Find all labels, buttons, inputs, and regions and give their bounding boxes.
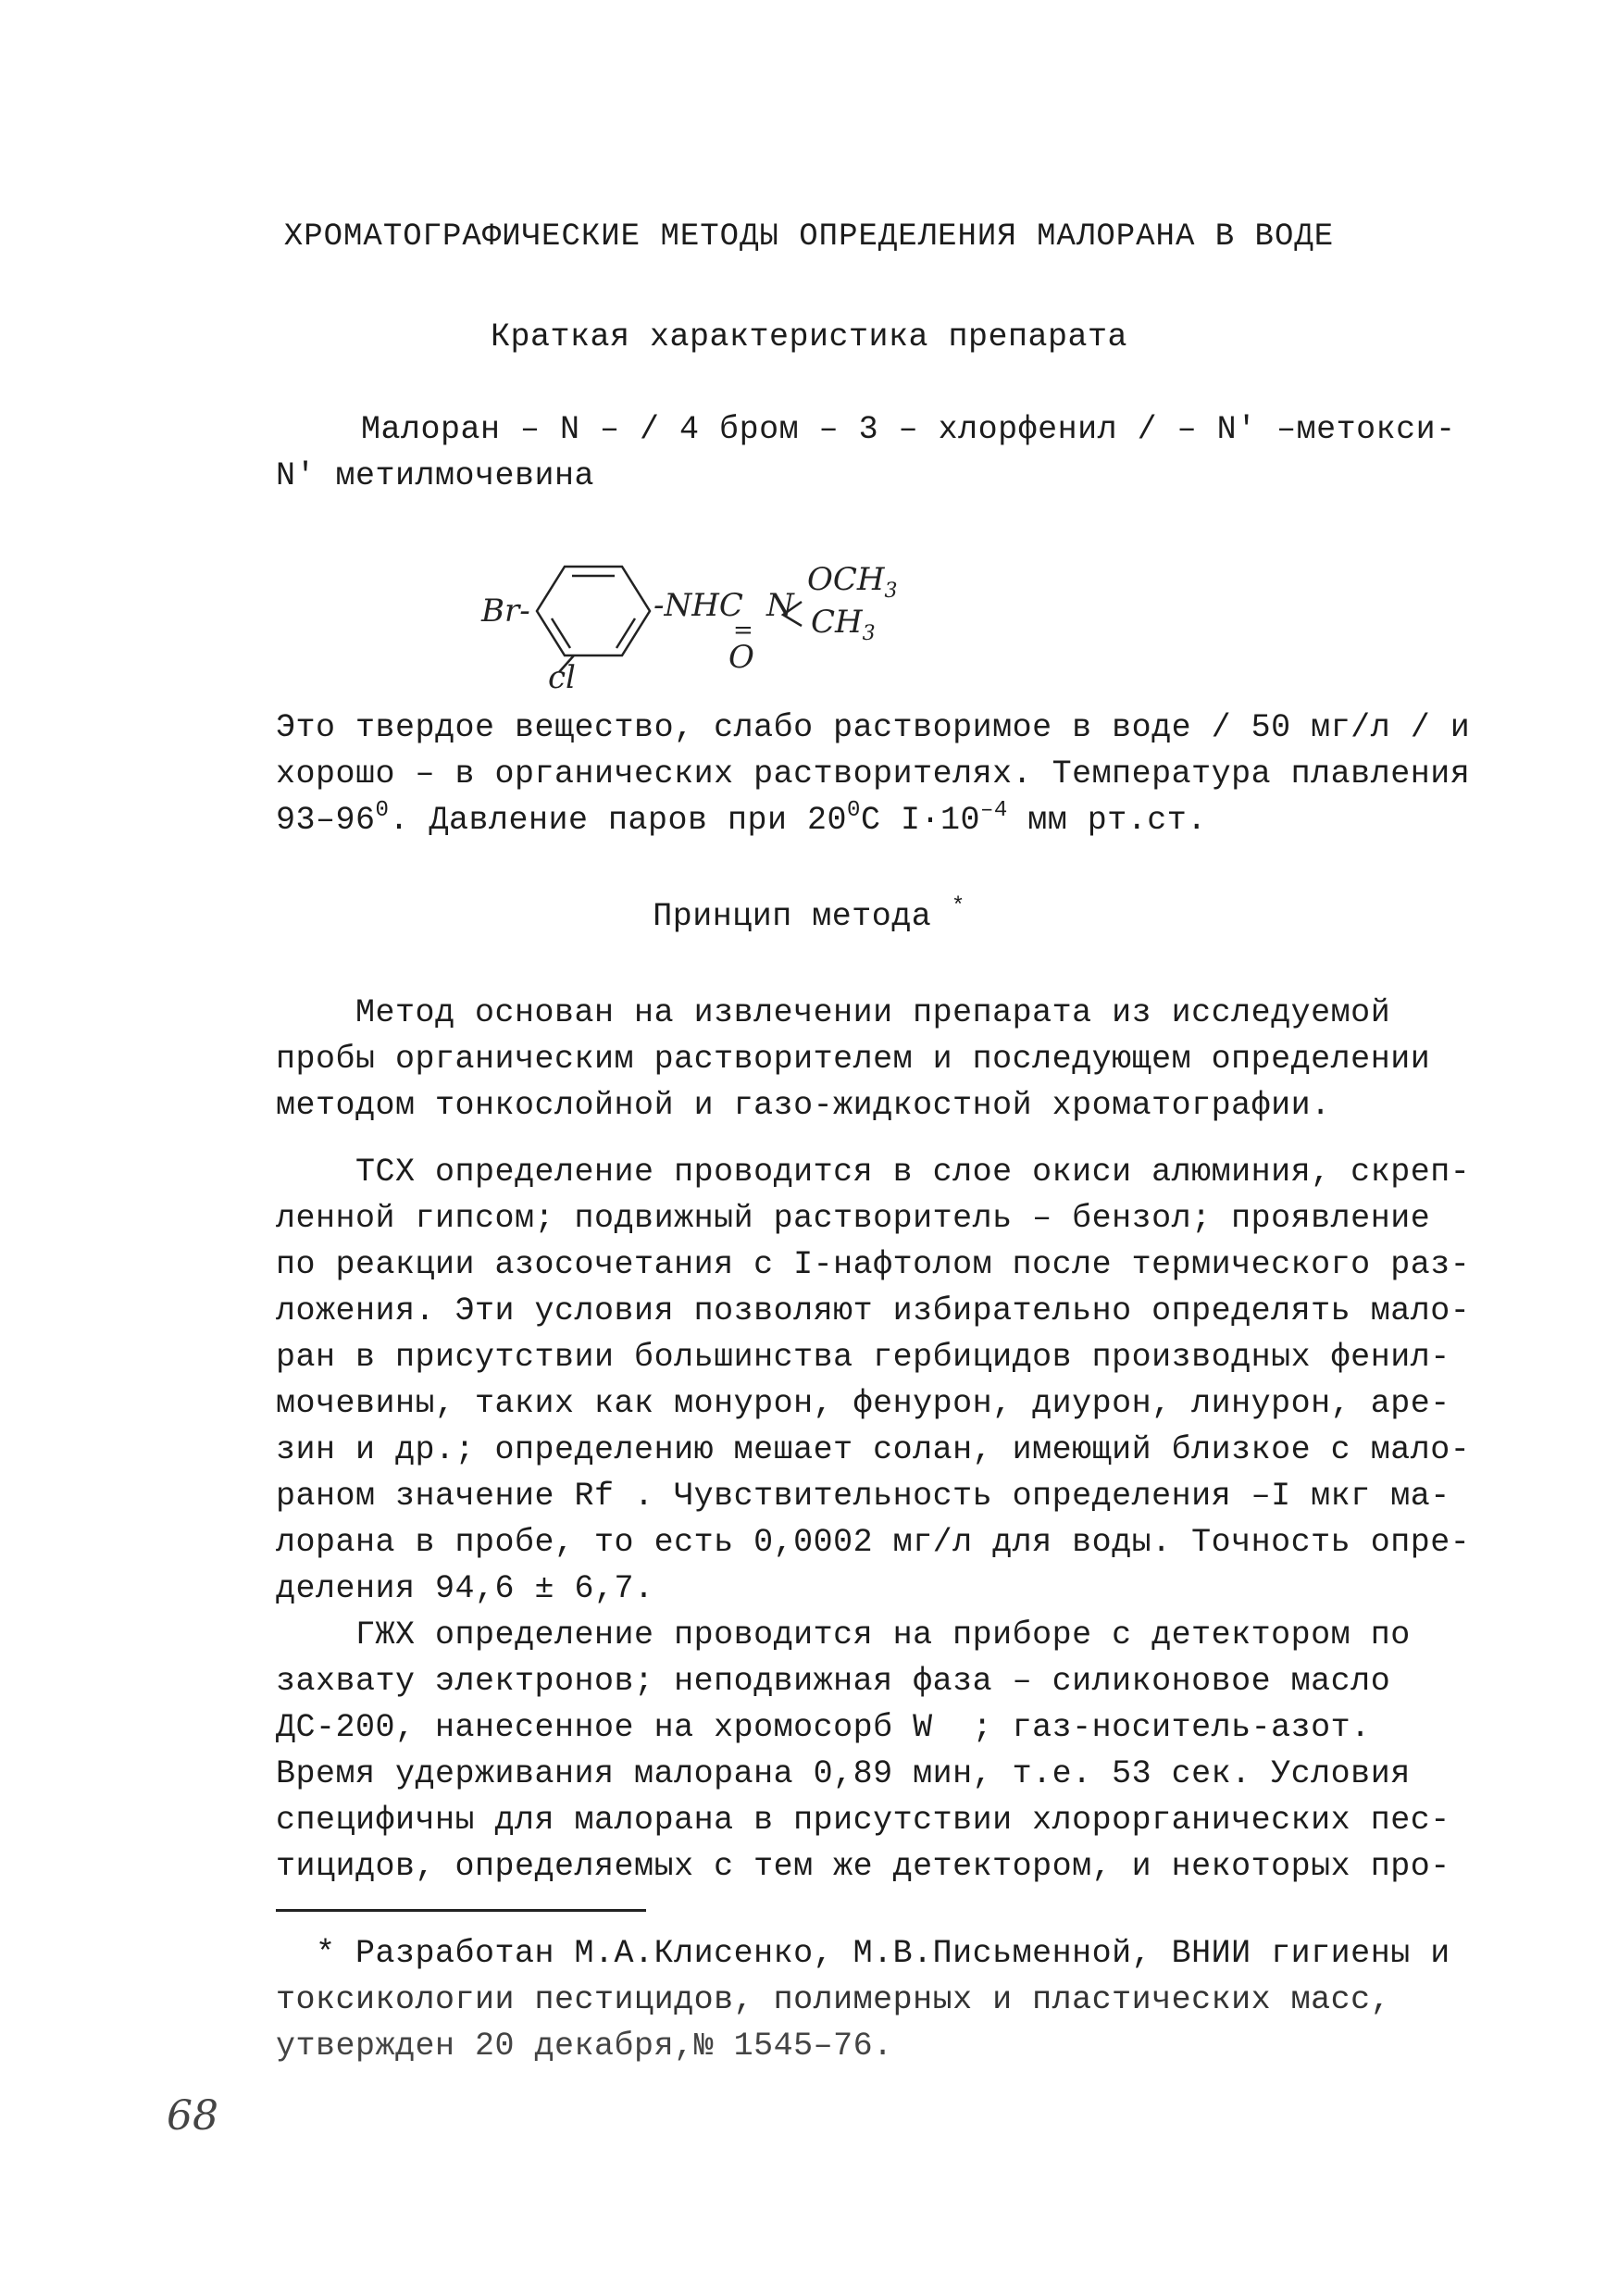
page-title: ХРОМАТОГРАФИЧЕСКИЕ МЕТОДЫ ОПРЕДЕЛЕНИЯ МАЛОРАНА В ВОДЕ <box>283 219 1335 255</box>
text-line: ГЖХ определение проводится на приборе с детектором по <box>276 1616 1411 1653</box>
text-line: специфичны для малорана в присутствии хлорорганических пес- <box>276 1802 1450 1839</box>
text-line: ран в присутствии большинства гербицидов производных фенил- <box>276 1339 1450 1376</box>
text-line: Время удерживания малорана 0,89 мин, т.е. 53 сек. Условия <box>276 1755 1411 1792</box>
formula-oxygen: O <box>728 639 754 676</box>
text-line: раном значение Rf . Чувствительность определения –I мкг ма- <box>276 1478 1450 1515</box>
formula-bromine: Br- <box>481 593 530 630</box>
compound-name-line-1: Малоран – N – / 4 бром – 3 – хлорфенил / – N′ –метокси- <box>361 411 1456 448</box>
section-heading-characteristics: Краткая характеристика препарата <box>490 318 1128 356</box>
page-number: 68 <box>167 2092 218 2140</box>
section-heading-principle: Принцип метода * <box>653 894 965 935</box>
properties-line-3: $93-96^0$. Давление паров при $20^0С$ $I\cdot 10^{-4}$ мм рт.ст. <box>276 798 1207 839</box>
formula-methyl: $CH_3$ <box>811 604 876 645</box>
footnote-line: утвержден 20 декабря,№ 1545–76. <box>276 2028 893 2065</box>
text-line: пробы органическим растворителем и последующем определении <box>276 1041 1431 1078</box>
formula-double-bond: = <box>733 617 753 644</box>
text-line: лорана в пробе, то есть 0,0002 мг/л для воды. Точность опре- <box>276 1524 1471 1561</box>
footnote-marker: * <box>951 894 965 919</box>
text-line: ленной гипсом; подвижный растворитель – бензол; проявление <box>276 1200 1431 1237</box>
text-line: ТСХ определение проводится в слое окиси алюминия, скреп- <box>276 1154 1471 1191</box>
text-line: ложения. Эти условия позволяют избирательно определять мало- <box>276 1292 1471 1329</box>
footnote-line: * Разработан М.А.Клисенко, М.В.Письменной, ВНИИ гигиены и <box>276 1935 1450 1972</box>
text-line: мочевины, таких как монурон, фенурон, диурон, линурон, аре- <box>276 1385 1450 1422</box>
formula-methoxy: $OCH_3$ <box>807 561 898 603</box>
formula-nhc-group: -NHC <box>653 587 743 624</box>
footnote-divider <box>276 1909 646 1912</box>
benzene-ring-drawing <box>0 0 1618 741</box>
text-line: зин и др.; определению мешает солан, имеющий близкое с мало- <box>276 1431 1471 1468</box>
text-line: деления 94,6 ± 6,7. <box>276 1570 654 1607</box>
text-line: ДС-200, нанесенное на хромосорб W ; газ-носитель-азот. <box>276 1709 1371 1746</box>
compound-name-line-2: N′ метилмочевина <box>276 457 595 494</box>
footnote-line: токсикологии пестицидов, полимерных и пластических масс, <box>276 1981 1391 2018</box>
properties-line-2: хорошо – в органических растворителях. Температура плавления <box>276 755 1471 792</box>
text-line: по реакции азосочетания с I-нафтолом после термического раз- <box>276 1246 1471 1283</box>
text-line: тицидов, определяемых с тем же детектором, и некоторых про- <box>276 1848 1450 1885</box>
formula-nitrogen: N <box>766 587 794 624</box>
text-line: захвату электронов; неподвижная фаза – силиконовое масло <box>276 1663 1391 1700</box>
properties-line-1: Это твердое вещество, слабо растворимое в воде / 50 мг/л / и <box>276 709 1471 746</box>
text-line: методом тонкослойной и газо-жидкостной хроматографии. <box>276 1087 1331 1124</box>
text-line: Метод основан на извлечении препарата из исследуемой <box>276 994 1391 1031</box>
formula-chlorine: cl <box>548 659 576 696</box>
